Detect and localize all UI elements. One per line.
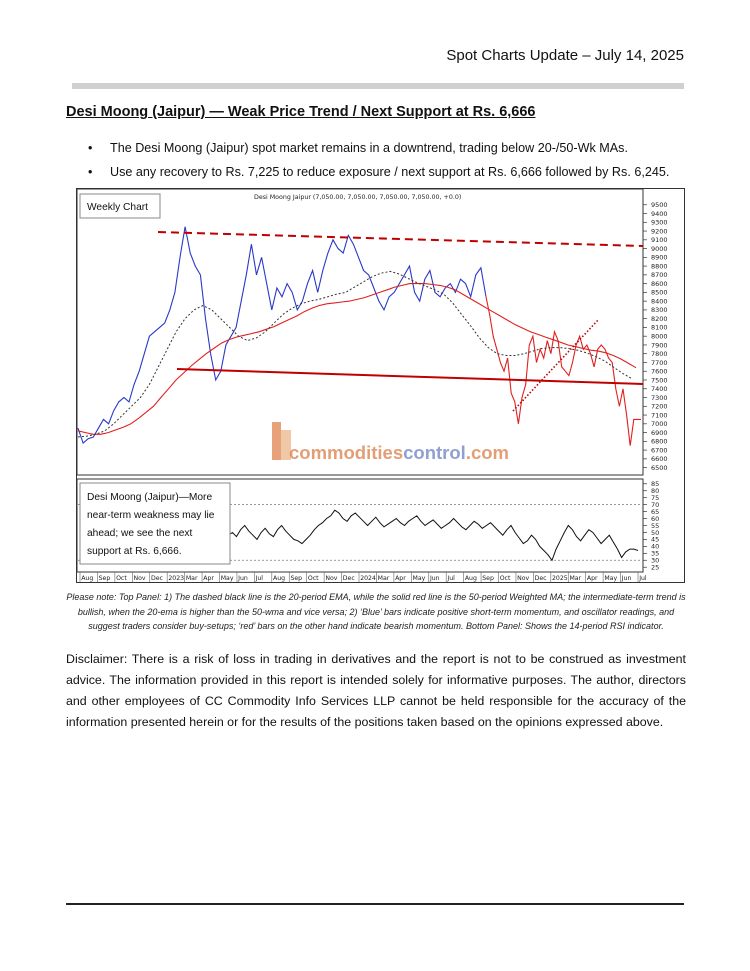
rsi-tick-label: 40 — [651, 542, 660, 551]
watermark-text-part3: .com — [465, 442, 509, 463]
price-tick-label: 7800 — [651, 350, 668, 359]
x-month-label: Jun — [621, 575, 632, 582]
x-month-label: Oct — [499, 575, 511, 582]
x-month-label: May — [604, 575, 618, 582]
price-tick-label: 9300 — [651, 218, 668, 227]
page-header-title: Spot Charts Update – July 14, 2025 — [446, 47, 684, 64]
x-month-label: Sep — [482, 575, 494, 582]
price-tick-label: 9400 — [651, 209, 668, 218]
price-tick-label: 7300 — [651, 393, 668, 402]
x-month-label: Apr — [203, 575, 214, 582]
price-tick-label: 7400 — [651, 385, 668, 394]
price-tick-label: 7600 — [651, 367, 668, 376]
watermark-text-part1: commodities — [289, 442, 404, 463]
price-tick-label: 8000 — [651, 332, 668, 341]
bullet-item: • The Desi Moong (Jaipur) spot market remains in a downtrend, trading below 20-/50-Wk MAs. — [88, 136, 688, 160]
x-month-label: Aug — [81, 575, 94, 582]
x-month-label: Nov — [517, 575, 530, 582]
header-divider — [72, 83, 684, 89]
x-month-label: Dec — [342, 575, 355, 582]
bullet-item: • Use any recovery to Rs. 7,225 to reduce exposure / next support at Rs. 6,666 followed by Rs. 6,245. — [88, 160, 688, 184]
price-chart — [76, 188, 685, 583]
rsi-tick-label: 80 — [651, 487, 660, 496]
price-tick-label: 8400 — [651, 297, 668, 306]
price-tick-label: 8200 — [651, 314, 668, 323]
price-tick-label: 9100 — [651, 236, 668, 245]
price-tick-label: 7500 — [651, 376, 668, 385]
weekly-chart-label: Weekly Chart — [87, 202, 148, 213]
price-tick-label: 7200 — [651, 402, 668, 411]
x-month-label: Sep — [290, 575, 303, 582]
x-month-label: Mar — [569, 575, 582, 582]
x-month-label: Dec — [150, 575, 163, 582]
rsi-tick-label: 60 — [651, 514, 660, 523]
x-month-label: Dec — [534, 575, 547, 582]
x-month-label: Sep — [98, 575, 111, 582]
price-tick-label: 6600 — [651, 455, 668, 464]
price-tick-label: 8900 — [651, 253, 668, 262]
x-month-label: May — [220, 575, 234, 582]
price-tick-label: 6900 — [651, 428, 668, 437]
price-tick-label: 8100 — [651, 323, 668, 332]
x-month-label: May — [412, 575, 426, 582]
x-month-label: Nov — [325, 575, 338, 582]
price-tick-label: 8700 — [651, 271, 668, 280]
price-tick-label: 8600 — [651, 279, 668, 288]
x-month-label: Oct — [307, 575, 319, 582]
x-month-label: Aug — [273, 575, 286, 582]
rsi-tick-label: 30 — [651, 556, 660, 565]
x-month-label: 2024 — [360, 575, 376, 582]
watermark-text-part2: control — [403, 442, 466, 463]
x-month-label: Apr — [586, 575, 598, 582]
rsi-comment-line: Desi Moong (Jaipur)—More — [87, 492, 213, 503]
x-month-label: Mar — [377, 575, 390, 582]
watermark-logo-icon — [272, 422, 281, 460]
x-month-label: 2023 — [168, 575, 185, 582]
x-month-label: Mar — [185, 575, 198, 582]
price-tick-label: 8300 — [651, 306, 668, 315]
rsi-tick-label: 65 — [651, 507, 660, 516]
price-tick-label: 7100 — [651, 411, 668, 420]
section-title: Desi Moong (Jaipur) — Weak Price Trend / Next Support at Rs. 6,666 — [66, 104, 536, 120]
price-tick-label: 8800 — [651, 262, 668, 271]
bullet-list — [88, 136, 688, 184]
price-tick-label: 6500 — [651, 463, 668, 472]
price-tick-label: 6700 — [651, 446, 668, 455]
chart-note: Please note: Top Panel: 1) The dashed black line is the 20-period EMA, while the solid red line is the 50-period Weighted MA; the intermediate-term trend is bullish, when the 20-ema is higher than the 50-wma and vice versa; 2) ‘Blue’ bars indicate positive short-term momentum, and oscillator readings, and suggest traders consider buy-setups; ‘red’ bars on the other hand indicate bearish momentum. Bottom Panel: Shows the 14-period RSI indicator. — [66, 592, 686, 631]
x-month-label: Jul — [447, 575, 455, 582]
x-month-label: Apr — [395, 575, 406, 582]
price-tick-label: 7900 — [651, 341, 668, 350]
chart-title: Desi Moong Jaipur (7,050.00, 7,050.00, 7,050.00, 7,050.00, +0.0) — [254, 194, 462, 201]
x-month-label: Jun — [429, 575, 440, 582]
x-month-label: Jun — [238, 575, 248, 582]
rsi-tick-label: 50 — [651, 528, 660, 537]
rsi-tick-label: 25 — [651, 563, 660, 572]
price-tick-label: 8500 — [651, 288, 668, 297]
x-month-label: 2025 — [552, 575, 568, 582]
rsi-tick-label: 55 — [651, 521, 660, 530]
rsi-comment-line: ahead; we see the next — [87, 528, 193, 539]
rsi-tick-label: 45 — [651, 535, 660, 544]
watermark-text — [289, 442, 509, 463]
rsi-comment-line: near-term weakness may lie — [87, 510, 215, 521]
rsi-tick-label: 75 — [651, 493, 660, 502]
price-tick-label: 9200 — [651, 227, 668, 236]
rsi-tick-label: 70 — [651, 500, 660, 509]
price-tick-label: 9500 — [651, 201, 668, 210]
footer-divider — [66, 903, 684, 905]
price-tick-label: 7000 — [651, 420, 668, 429]
rsi-tick-label: 35 — [651, 549, 660, 558]
x-month-label: Aug — [464, 575, 477, 582]
x-month-label: Jul — [639, 575, 647, 582]
x-month-label: Oct — [116, 575, 127, 582]
rsi-comment-line: support at Rs. 6,666. — [87, 546, 182, 557]
disclaimer-text: Disclaimer: There is a risk of loss in trading in derivatives and the report is not to be construed as investment advice. The information provided in this report is intended solely for informative purposes. The author, directors and other employees of CC Commodity Info Services LLP cannot be held responsible for the accuracy of the information presented herein or for the results of the positions taken based on the opinions expressed above. — [66, 652, 686, 729]
price-tick-label: 9000 — [651, 244, 668, 253]
rsi-tick-label: 85 — [651, 480, 660, 489]
price-tick-label: 6800 — [651, 437, 668, 446]
x-month-label: Nov — [133, 575, 146, 582]
x-month-label: Jul — [255, 575, 264, 582]
price-tick-label: 7700 — [651, 358, 668, 367]
